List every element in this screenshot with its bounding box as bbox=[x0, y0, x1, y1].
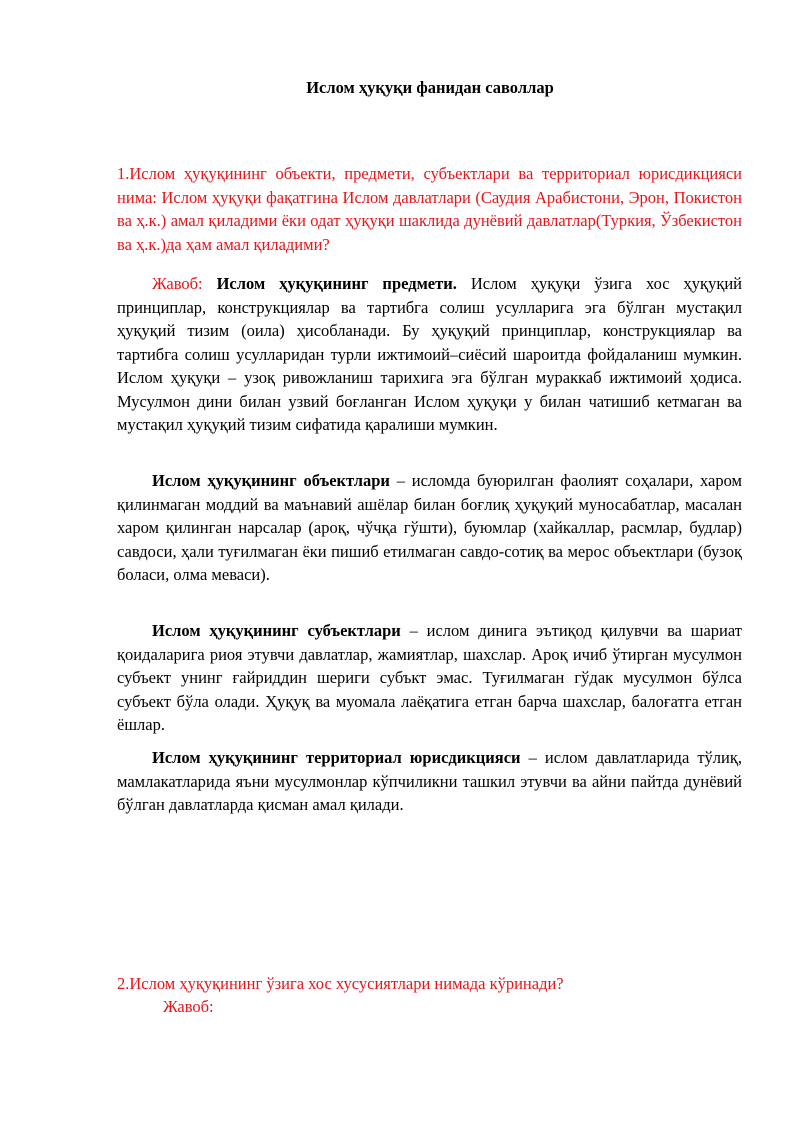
objects-text: – исломда буюрилган фаолият соҳалари, харом қилинмаган моддий ва маънавий ашёлар билан боғлиқ ҳуқуқий муносабатлар, масалан харом қилинган нарсалар (ароқ, чўчқа гўшти), буюмлар (хайкаллар, расмлар, будлар) савдоси, ҳали туғилмаган ёки пишиб етилмаган савдо-сотиқ ва мерос объектлари (бузоқ боласи, олма меваси). bbox=[117, 471, 742, 584]
jurisdiction-text: – ислом давлатларида тўлиқ, мамлакатларида яъни мусулмонлар кўпчиликни ташкил этувчи ва айни пайтда дунёвий бўлган давлатларда қисман амал қилади. bbox=[117, 748, 742, 814]
term-objects: Ислом ҳуқуқининг объектлари bbox=[152, 471, 390, 490]
term-subjects: Ислом ҳуқуқининг субъектлари bbox=[152, 621, 401, 640]
term-subject: Ислом ҳуқуқининг предмети. bbox=[216, 274, 457, 293]
answer-1-jurisdiction-paragraph bbox=[117, 746, 742, 817]
answer-1-subjects-paragraph bbox=[117, 619, 742, 737]
answer-1-objects-paragraph bbox=[117, 469, 742, 587]
subjects-text: – ислом динига эътиқод қилувчи ва шариат қоидаларига риоя этувчи давлатлар, жамиятлар, шахслар. Ароқ ичиб ўтирган мусулмон субъект унинг ғайриддин шериги субъкт эмас. Туғилмаган гўдак мусулмон бўлса субъект бўла олади. Ҳуқуқ ва муомала лаёқатига етган барча шахслар, балоғатга етган ёшлар. bbox=[117, 621, 742, 734]
term-jurisdiction: Ислом ҳуқуқининг территориал юрисдикцияси bbox=[152, 748, 521, 767]
subject-text: Ислом ҳуқуқи ўзига хос ҳуқуқий принциплар, конструкциялар ва тартибга солиш усулларига эга бўлган мустақил ҳуқуқий тизим (оила) ҳисобланади. Бу ҳуқуқий принциплар, конструкциялар ва тартибга солиш усулларидан турли ижтимоий–сиёсий шароитда фойдаланиш мумкин. Ислом ҳуқуқи – узоқ ривожланиш тарихига эга бўлган мураккаб ижтимоий ҳодиса. Мусулмон дини билан узвий боғланган Ислом ҳуқуқи у билан чатишиб кетмаган ва мустақил ҳуқуқий тизим сифатида қаралиши мумкин. bbox=[117, 274, 742, 434]
answer-label: Жавоб: bbox=[152, 274, 217, 293]
question-1: 1.Ислом ҳуқуқининг объекти, предмети, субъектлари ва территориал юрисдикцияси нима: Ислом ҳуқуқи фақатгина Ислом давлатлари (Саудия Арабистони, Эрон, Покистон ва ҳ.к.) амал қиладими ёки одат ҳуқуқи шаклида дунёвий давлатлар(Туркия, Ўзбекистон ва ҳ.к.)да ҳам амал қиладими? bbox=[117, 164, 742, 254]
answer-1-subject-paragraph bbox=[117, 272, 742, 437]
document-title: Ислом ҳуқуқи фанидан саволлар bbox=[306, 78, 554, 97]
answer-2-label: Жавоб: bbox=[163, 997, 214, 1016]
question-2: 2.Ислом ҳуқуқининг ўзига хос хусусиятлари нимада кўринади? bbox=[117, 974, 564, 993]
